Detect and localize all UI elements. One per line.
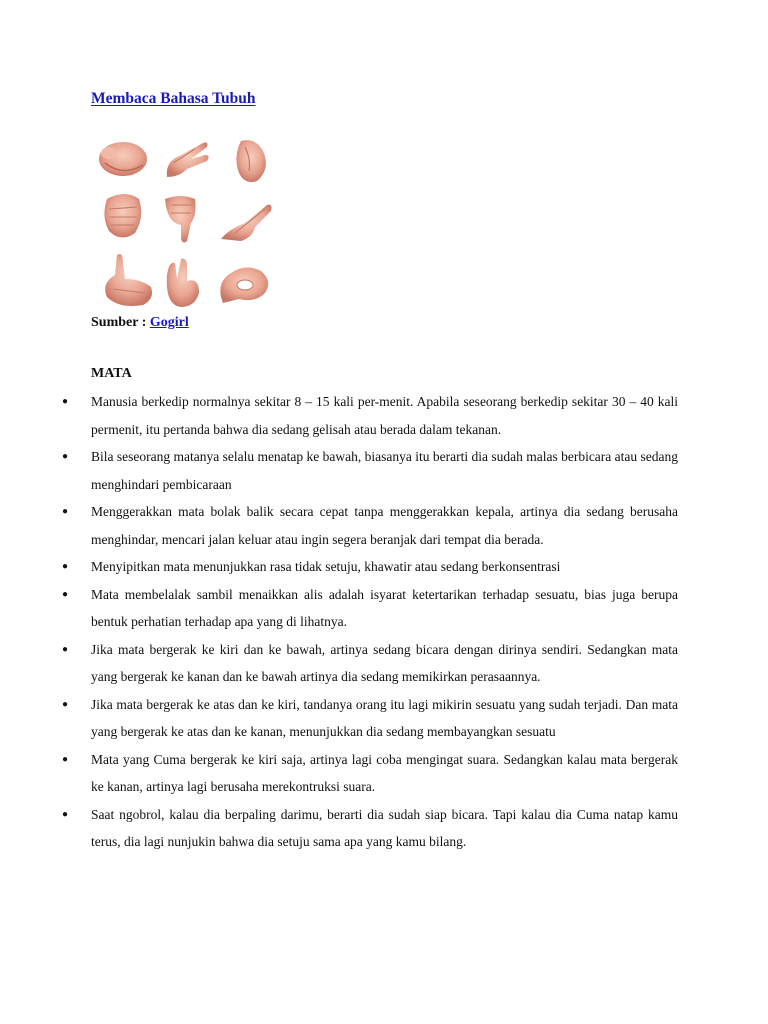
bullet-icon: ● <box>62 506 69 517</box>
hand-gesture-6-icon <box>221 205 272 241</box>
source-label: Sumber : <box>91 315 147 330</box>
list-item <box>0 443 768 498</box>
hand-gesture-3-icon <box>236 140 265 182</box>
bullet-icon: ● <box>62 753 69 765</box>
page-title-link[interactable]: Membaca Bahasa Tubuh <box>91 90 256 107</box>
bullet-icon: ● <box>62 643 69 655</box>
bullet-icon: ● <box>62 588 69 600</box>
list-item <box>0 801 768 856</box>
list-item <box>0 553 768 581</box>
list-item-text: Mata yang Cuma bergerak ke kiri saja, artinya lagi coba mengingat suara. Sedangkan kalau mata bergerak ke kanan, artinya lagi berusaha merekontruksi suara. <box>91 751 678 794</box>
hand-gesture-5-icon <box>165 196 196 243</box>
source-link[interactable]: Gogirl <box>149 315 189 330</box>
bullet-icon: ● <box>62 808 69 820</box>
hand-gesture-1-icon <box>99 142 147 176</box>
list-item-text: Bila seseorang matanya selalu menatap ke bawah, biasanya itu berarti dia sudah malas berbicara atau sedang menghindari pembicaraan <box>91 449 679 492</box>
list-item-text: Jika mata bergerak ke atas dan ke kiri, tandanya orang itu lagi mikirin sesuatu yang sudah terjadi. Dan mata yang bergerak ke atas dan ke kanan, menunjukkan dia sedang membayangkan sesuatu <box>91 696 678 739</box>
list-item-text: Saat ngobrol, kalau dia berpaling darimu, berarti dia sudah siap bicara. Tapi kalau dia Cuma natap kamu terus, dia lagi nunjukin bahwa dia setuju sama apa yang kamu bilang. <box>91 806 678 849</box>
hand-gesture-8-icon <box>167 259 199 308</box>
hand-gesture-2-icon <box>167 143 209 178</box>
list-item-text: Jika mata bergerak ke kiri dan ke bawah, artinya sedang bicara dengan dirinya sendiri. Sedangkan mata yang bergerak ke kanan dan ke bawah artinya dia sedang memikirkan perasaannya. <box>91 641 678 684</box>
list-item-text: Menyipitkan mata menunjukkan rasa tidak setuju, khawatir atau sedang berkonsentrasi <box>91 559 561 574</box>
eye-points-list <box>0 388 768 856</box>
list-item <box>0 746 768 801</box>
bullet-icon: ● <box>62 451 69 462</box>
hand-gesture-4-icon <box>104 194 141 238</box>
section-heading: MATA <box>91 366 132 381</box>
bullet-icon: ● <box>62 561 69 572</box>
bullet-icon: ● <box>62 698 69 710</box>
list-item <box>0 691 768 746</box>
hand-gesture-9-icon <box>220 267 268 303</box>
list-item <box>0 581 768 636</box>
list-item-text: Menggerakkan mata bolak balik secara cepat tanpa menggerakkan kepala, artinya dia sedang berusaha menghindar, mencari jalan keluar atau ingin segera beranjak dari tempat dia berada. <box>91 504 678 547</box>
list-item <box>0 388 768 443</box>
hand-gestures-image <box>95 133 277 311</box>
bullet-icon: ● <box>62 396 69 407</box>
list-item-text: Mata membelalak sambil menaikkan alis adalah isyarat ketertarikan terhadap sesuatu, bias juga berupa bentuk perhatian terhadap apa yang di lihatnya. <box>91 586 678 629</box>
list-item-text: Manusia berkedip normalnya sekitar 8 – 15 kali per-menit. Apabila seseorang berkedip sekitar 30 – 40 kali permenit, itu pertanda bahwa dia sedang gelisah atau berada dalam tekanan. <box>91 394 678 437</box>
list-item <box>0 636 768 691</box>
hand-gesture-7-icon <box>105 254 152 306</box>
image-source <box>91 315 189 331</box>
list-item <box>0 498 768 553</box>
